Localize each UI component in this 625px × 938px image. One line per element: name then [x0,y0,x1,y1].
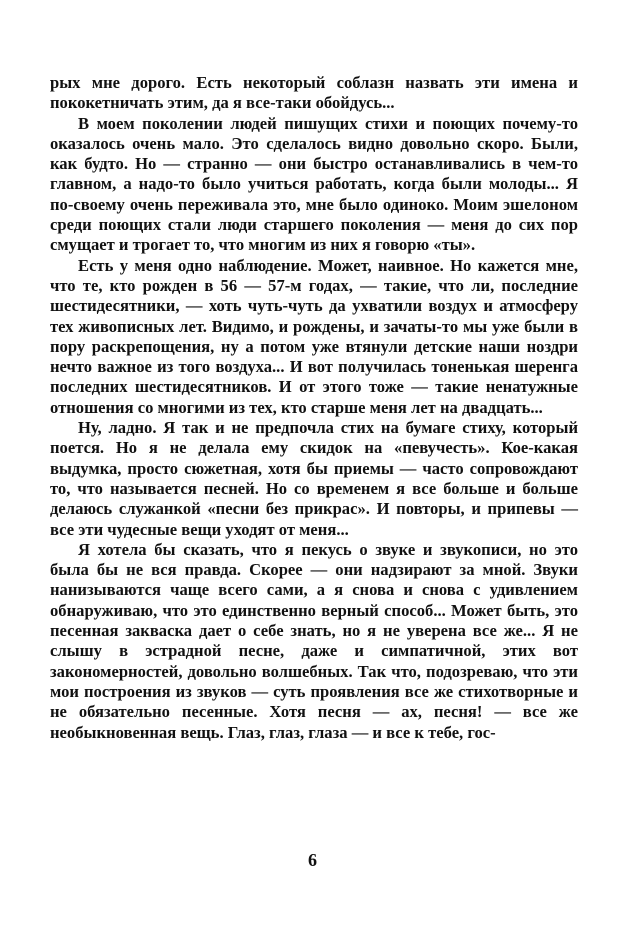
body-text [50,73,578,743]
paragraph-4: Ну, ладно. Я так и не предпочла стих на бумаге стиху, который поется. Но я не делала ему скидок на «певучесть». Кое-какая выдумка, просто сюжетная, хотя бы приемы — часто сопровождают то, что называется песней. Но со временем я все больше и больше делаюсь служанкой «песни без прикрас». И повторы, и припевы — все эти чудесные вещи уходят от меня... [50,418,578,539]
paragraph-1: рых мне дорого. Есть некоторый соблазн назвать эти имена и пококетничать этим, да я все-таки обойдусь... [50,73,578,113]
paragraph-2: В моем поколении людей пишущих стихи и поющих почему-то оказалось очень мало. Это сделалось видно довольно скоро. Были, как будто. Но — странно — они быстро останавливались в чем-то главном, а надо-то было учиться работать, когда были молоды... Я по-своему очень переживала это, мне было одиноко. Моим эшелоном среди поющих стали люди старшего поколения — меня до сих пор смущает и трогает то, что многим из них я говорю «ты». [50,113,578,255]
page-number: 6 [308,850,317,870]
paragraph-3: Есть у меня одно наблюдение. Может, наивное. Но кажется мне, что те, кто рожден в 56 — 57-м годах, — такие, что ли, последние шестидесятники, — хоть чуть-чуть да ухватили воздух и атмосферу тех живописных лет. Видимо, и рождены, и зачаты-то мы уже были в пору раскрепощения, ну а потом уже втянули детские наши ноздри нечто важное из того воздуха... И вот получилась тоненькая шеренга последних шестидесятников. И от этого тоже — такие ненатужные отношения со многими из тех, кто старше меня лет на двадцать... [50,255,578,417]
paragraph-5: Я хотела бы сказать, что я пекусь о звуке и звукописи, но это была бы не вся правда. Скорее — они надзирают за мной. Звуки нанизываются чаще всего сами, а я снова и снова с удивлением обнаруживаю, что это единственно верный способ... Может быть, это песенная закваска дает о себе знать, но я не уверена все же... Я не слышу в эстрадной песне, даже и симпатичной, этих вот закономерностей, довольно волшебных. Так что, подозреваю, что эти мои построения из звуков — суть проявления все же стихотворные и не обязательно песенные. Хотя песня — ах, песня! — все же необыкновенная вещь. Глаз, глаз, глаза — и все к тебе, гос- [50,539,578,742]
